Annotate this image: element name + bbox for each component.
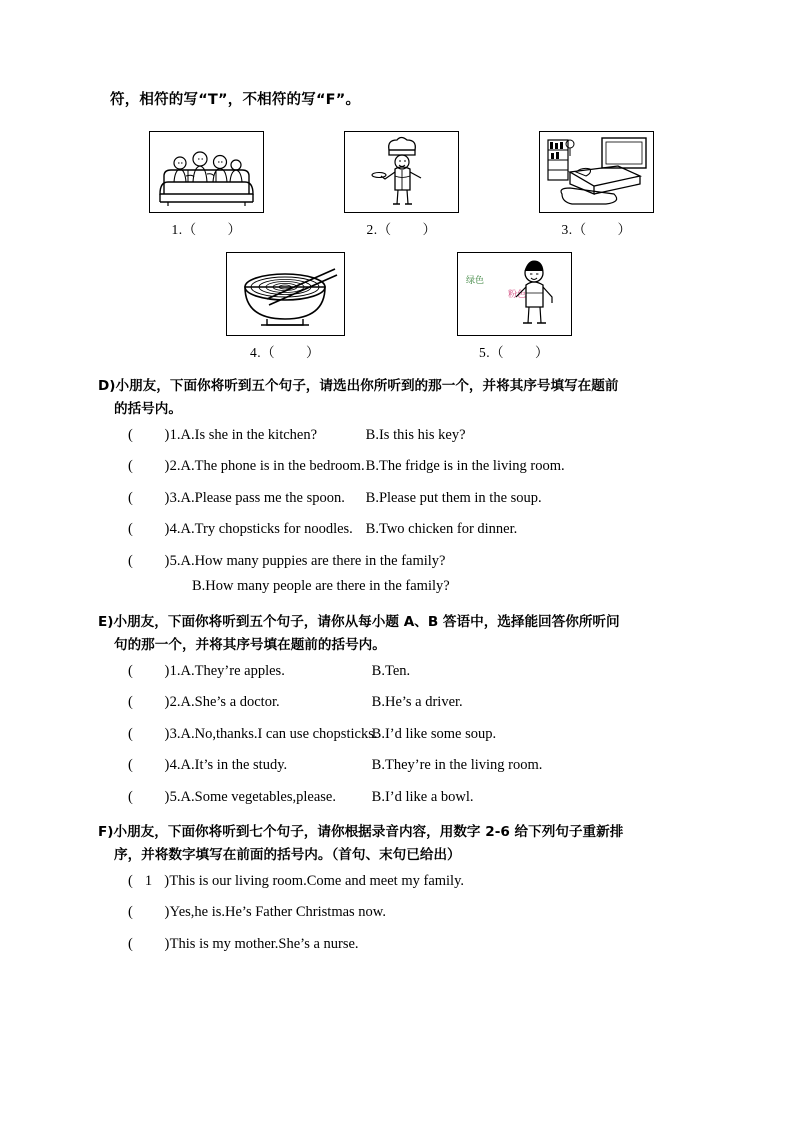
question-row[interactable] <box>96 905 697 920</box>
option-a: 3.A.No,thanks.I can use chopsticks. <box>169 725 378 742</box>
answer-blank[interactable]: ( 1 ) <box>128 872 170 889</box>
option-a: 2.A.The phone is in the bedroom. <box>169 458 365 475</box>
noodles-bowl-chopsticks-image <box>226 252 345 336</box>
section-F-items <box>96 874 697 952</box>
section-E-heading-line2: 句的那一个，并将其序号填在题前的括号内。 <box>114 637 386 654</box>
picture-cell-3 <box>539 131 654 238</box>
picture-cell-4 <box>226 252 345 361</box>
family-on-sofa-image <box>149 131 264 213</box>
option-b: B.They’re in the living room. <box>371 757 543 773</box>
answer-blank[interactable]: ( ) <box>128 458 170 475</box>
answer-blank[interactable]: ( ) <box>128 662 170 679</box>
question-row[interactable] <box>96 664 697 679</box>
section-D-heading <box>96 375 697 422</box>
section-E-heading-line1: E)小朋友，下面你将听到五个句子，请你从每小题 A、B 答语中，选择能回答你所听问 <box>98 613 620 630</box>
option-b: B.Two chicken for dinner. <box>365 521 518 538</box>
question-row[interactable] <box>96 428 697 443</box>
answer-blank[interactable]: ( ) <box>128 694 170 710</box>
answer-blank[interactable]: ( ) <box>128 935 170 952</box>
chef-cook-image <box>344 131 459 213</box>
option-b: B.The fridge is in the living room. <box>365 458 565 475</box>
picture-label-1: 1.（ ） <box>171 222 242 237</box>
option-b: B.Ten. <box>371 662 411 679</box>
question-row[interactable] <box>96 554 697 569</box>
question-row-continuation <box>96 579 697 594</box>
section-E-heading <box>96 611 697 658</box>
green-color-text: 绿色 <box>465 276 484 286</box>
picture-label-3: 3.（ ） <box>561 222 632 237</box>
answer-blank[interactable]: ( ) <box>128 725 170 742</box>
picture-label-5: 5.（ ） <box>478 345 550 360</box>
section-D <box>96 375 697 594</box>
picture-row-2 <box>96 252 697 361</box>
option-a: 4.A.It’s in the study. <box>169 757 288 773</box>
answer-blank[interactable]: ( ) <box>128 489 170 506</box>
option-b: B.I’d like a bowl. <box>371 788 474 805</box>
picture-cell-2 <box>344 131 459 238</box>
question-row[interactable] <box>96 459 697 474</box>
answer-blank[interactable]: ( ) <box>128 521 170 538</box>
option-a: 3.A.Please pass me the spoon. <box>169 489 345 506</box>
section-F-heading-line1: F)小朋友，下面你将听到七个句子，请你根据录音内容，用数字 2-6 给下列句子重新排 <box>98 824 624 840</box>
option-a: 4.A.Try chopsticks for noodles. <box>169 521 353 538</box>
question-row[interactable] <box>96 695 697 710</box>
boy-colors-image <box>457 252 572 336</box>
question-row[interactable] <box>96 727 697 742</box>
option-a: 5.A.Some vegetables,please. <box>169 788 336 805</box>
section-F <box>96 821 697 951</box>
option-b: B.How many people are there in the family? <box>192 578 450 595</box>
answer-blank[interactable]: ( ) <box>128 426 170 443</box>
section-D-items <box>96 428 697 594</box>
picture-cell-1 <box>149 131 264 238</box>
answer-blank[interactable]: ( ) <box>128 788 170 805</box>
option-b: B.Is this his key? <box>365 426 466 443</box>
option-a: 1.A.They’re apples. <box>169 662 285 679</box>
picture-cell-5 <box>457 252 572 361</box>
sentence-text: This is my mother.She’s a nurse. <box>169 935 359 952</box>
option-b: B.I’d like some soup. <box>371 725 497 742</box>
pink-color-text: 粉色 <box>507 290 526 300</box>
section-E-items <box>96 664 697 805</box>
option-a: 2.A.She’s a doctor. <box>169 694 280 710</box>
sentence-text: Yes,he is.He’s Father Christmas now. <box>169 904 386 921</box>
page-title: 符，相符的写“T”，不相符的写“F”。 <box>110 92 361 108</box>
answer-blank[interactable]: ( ) <box>128 757 170 773</box>
answer-blank[interactable]: ( ) <box>128 552 170 569</box>
picture-label-4: 4.（ ） <box>249 345 321 360</box>
section-F-heading <box>96 821 697 868</box>
question-row[interactable] <box>96 758 697 773</box>
picture-label-2: 2.（ ） <box>366 222 437 237</box>
bedroom-scene-image <box>539 131 654 213</box>
picture-row-1 <box>96 131 697 238</box>
question-row[interactable] <box>96 491 697 506</box>
question-row[interactable] <box>96 522 697 537</box>
option-a: 1.A.Is she in the kitchen? <box>169 426 318 443</box>
question-row[interactable] <box>96 874 697 889</box>
option-a: 5.A.How many puppies are there in the family? <box>169 552 446 569</box>
answer-blank[interactable]: ( ) <box>128 904 170 921</box>
question-row[interactable] <box>96 937 697 952</box>
question-row[interactable] <box>96 790 697 805</box>
section-D-heading-line2: 的括号内。 <box>114 401 182 418</box>
section-D-heading-line1: D)小朋友，下面你将听到五个句子，请选出你所听到的那一个，并将其序号填写在题前 <box>98 378 619 394</box>
section-F-heading-line2: 序，并将数字填写在前面的括号内。（首句、末句已给出） <box>114 847 461 864</box>
section-E <box>96 611 697 804</box>
option-b: B.He’s a driver. <box>371 694 463 710</box>
option-b: B.Please put them in the soup. <box>365 489 542 506</box>
sentence-text: This is our living room.Come and meet my family. <box>169 872 465 889</box>
